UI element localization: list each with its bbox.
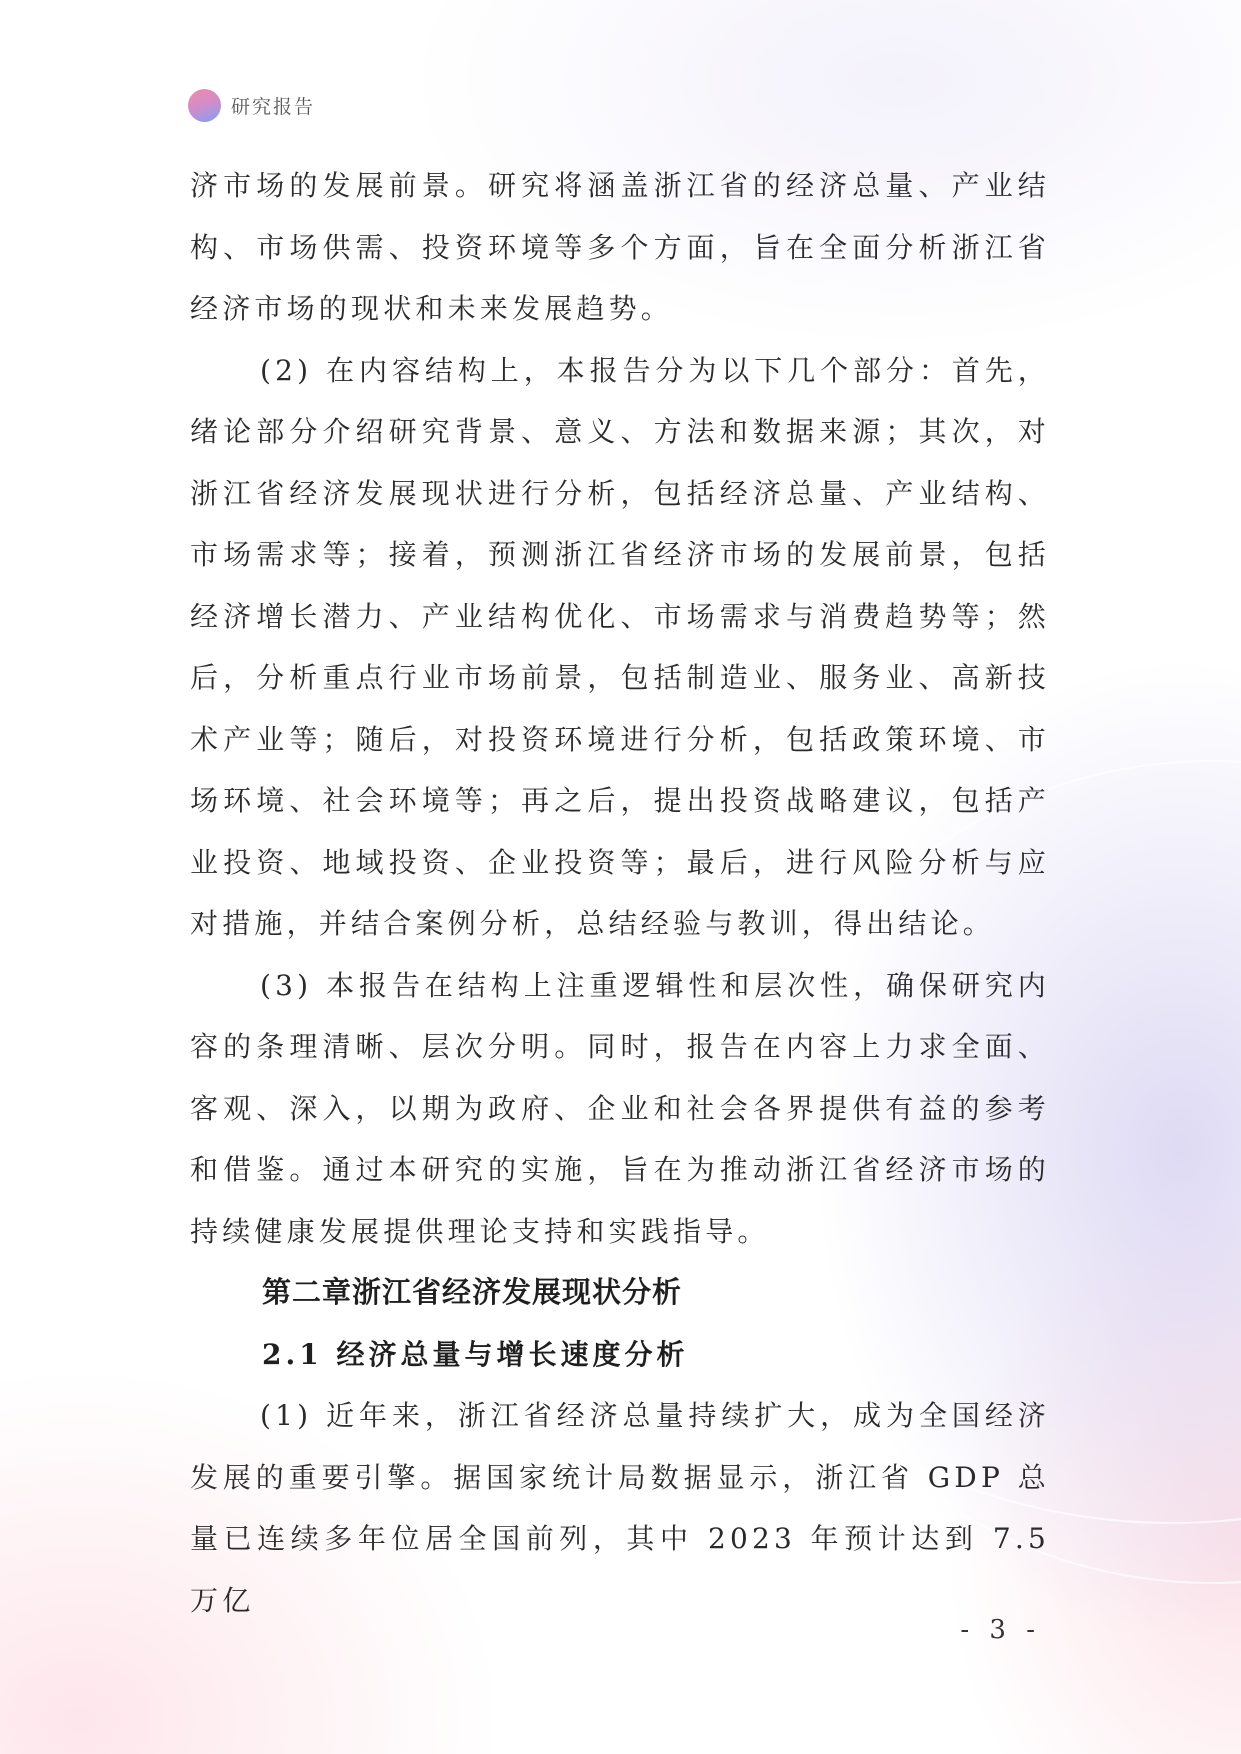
page-header (188, 89, 315, 122)
paragraph-economic-total: (1) 近年来，浙江省经济总量持续扩大，成为全国经济发展的重要引擎。据国家统计局数据显示，浙江省 GDP 总量已连续多年位居全国前列，其中 2023 年预计达到 7.5 万亿 (190, 1399, 1050, 1617)
section-heading: 2.1 经济总量与增长速度分析 (262, 1337, 689, 1371)
chapter-heading: 第二章浙江省经济发展现状分析 (262, 1275, 683, 1309)
document-body (190, 155, 1050, 1631)
report-logo-icon (188, 89, 221, 122)
paragraph-content-structure: (2) 在内容结构上，本报告分为以下几个部分：首先，绪论部分介绍研究背景、意义、方法和数据来源；其次，对浙江省经济发展现状进行分析，包括经济总量、产业结构、市场需求等；接着，预测浙江省经济市场的发展前景，包括经济增长潜力、产业结构优化、市场需求与消费趋势等；然后，分析重点行业市场前景，包括制造业、服务业、高新技术产业等；随后，对投资环境进行分析，包括政策环境、市场环境、社会环境等；再之后，提出投资战略建议，包括产业投资、地域投资、企业投资等；最后，进行风险分析与应对措施，并结合案例分析，总结经验与教训，得出结论。 (190, 353, 1050, 940)
paragraph-report-structure: (3) 本报告在结构上注重逻辑性和层次性，确保研究内容的条理清晰、层次分明。同时，报告在内容上力求全面、客观、深入，以期为政府、企业和社会各界提供有益的参考和借鉴。通过本研究的实施，旨在为推动浙江省经济市场的持续健康发展提供理论支持和实践指导。 (190, 968, 1050, 1248)
page-number: - 3 - (960, 1615, 1041, 1645)
paragraph-continued: 济市场的发展前景。研究将涵盖浙江省的经济总量、产业结构、市场供需、投资环境等多个方面，旨在全面分析浙江省经济市场的现状和未来发展趋势。 (190, 169, 1050, 325)
header-title: 研究报告 (231, 96, 316, 118)
